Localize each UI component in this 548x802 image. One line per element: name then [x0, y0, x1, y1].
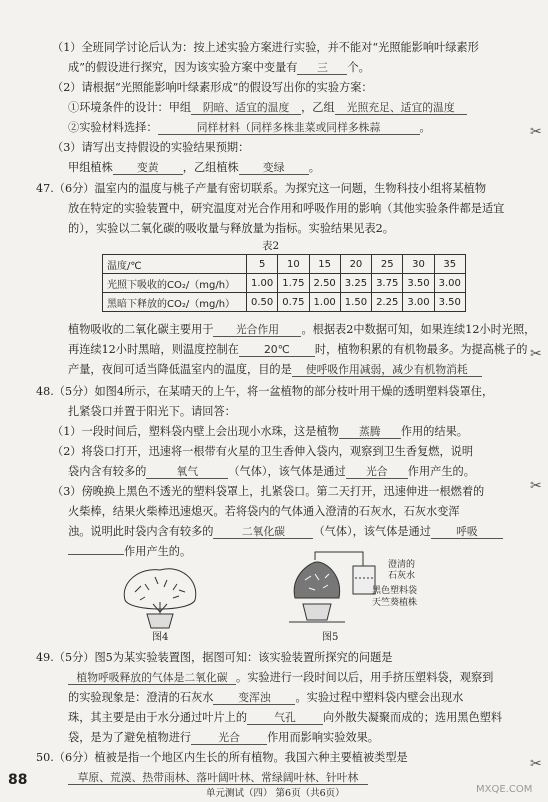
q48-part2-line2: 袋内含有较多的 氧气 （气体），该气体是通过 光合 作用产生的。 [68, 465, 475, 478]
page-number: 88 [8, 772, 28, 788]
table-header-cell: 35 [434, 255, 465, 274]
table-cell: 1.00 [309, 293, 340, 312]
answer-stomata: 气孔 [247, 711, 323, 725]
q46-part3-result: 甲组植株 变黄 ，乙组植株 变绿 。 [68, 161, 320, 174]
scissors-icon: ✂ [530, 346, 542, 362]
figure5-label-limewater2: 石灰水 [388, 571, 416, 581]
table-header-cell: 5 [247, 255, 278, 274]
q49-line5: 袋，是为了避免植物进行 光合 作用而影响实验效果。 [68, 731, 379, 744]
answer-temperature: 20℃ [239, 343, 315, 357]
answer-question: 植物呼吸释放的气体是二氧化碳 [68, 671, 236, 685]
figure5-label-bag: 黑色塑料袋 [372, 586, 418, 596]
figure5-caption: 图5 [322, 632, 339, 643]
answer-group-a-result: 变黄 [113, 161, 183, 175]
page-footer: 单元测试（四） 第6页（共6页） [206, 788, 345, 799]
table-cell: 1.50 [340, 293, 371, 312]
q46-part2-env: ①环境条件的设计：甲组 阴暗、适宜的温度 ，乙组 光照充足、适宜的温度 [68, 100, 467, 116]
answer-material: 同样材料（同样多株韭菜或同样多株蒜 [158, 121, 420, 135]
table-cell: 3.25 [340, 274, 371, 293]
table-cell: 1.75 [278, 274, 309, 293]
answer-group-b-result: 变绿 [239, 161, 309, 175]
answer-variables-count: 三 [297, 61, 347, 75]
q48-line1: 48.（5分）如图4所示，在某晴天的上午，将一盆植物的部分枝叶用干燥的透明塑料袋罩住， [36, 385, 494, 398]
table-header-cell: 20 [340, 255, 371, 274]
scissors-icon: ✂ [530, 124, 542, 140]
q46-part3-line: （3）请写出支持假设的实验结果预期： [52, 141, 250, 154]
table-header-row [103, 255, 466, 274]
answer-photosynthesis: 光合 [346, 465, 408, 479]
q50-line1: 50.（6分）植被是指一个地区内生长的所有植物。我国六种主要植被类型是 [36, 751, 408, 764]
answer-night-purpose: 使呼吸作用减弱，减少有机物消耗 [292, 363, 482, 377]
answer-vegetation-types: 草原、荒漠、热带雨林、落叶阔叶林、常绿阔叶林、针叶林 [68, 771, 368, 785]
q50-line2 [68, 770, 368, 786]
q49-line1: 49.（5分）图5为某实验装置图，据图可知：该实验装置所探究的问题是 [36, 651, 393, 664]
q46-part1-line1: （1）全班同学讨论后认为：按上述实验方案进行实验，并不能对“光照能影响叶绿素形 [52, 41, 479, 54]
q47-answer-line2: 再连续12小时黑暗，则温度控制在 20℃ 时，植物积累的有机物最多。为提高桃子的 [68, 343, 528, 356]
watermark-text: MXQE.COM [476, 784, 533, 795]
q46-part2-line: （2）请根据“光照能影响叶绿素形成”的假设写出你的实验方案： [52, 81, 373, 94]
answer-oxygen: 氧气 [146, 465, 228, 479]
q48-line2: 扎紧袋口并置于阳光下。请回答： [68, 405, 236, 418]
scissors-icon: ✂ [530, 756, 542, 772]
q49-line4: 珠，其主要是由于水分通过叶片上的 气孔 向外散失凝聚而成的；选用黑色塑料 [68, 711, 503, 724]
q49-line2: 植物呼吸释放的气体是二氧化碳 。实验进行一段时间以后，用手挤压塑料袋，观察到 [68, 670, 493, 686]
scissors-icon: ✂ [530, 478, 542, 494]
q46-part2-material: ②实验材料选择： 同样材料（同样多株韭菜或同样多株蒜 。 [68, 121, 431, 134]
table-header-cell: 温度/℃ [103, 255, 247, 274]
table-row [103, 274, 466, 293]
table-cell: 2.25 [372, 293, 403, 312]
table-header-cell: 10 [278, 255, 309, 274]
q48-part3-line1: （3）傍晚换上黑色不透光的塑料袋罩上，扎紧袋口。第二天打开，迅速伸进一根燃着的 [52, 485, 485, 498]
table-header-cell: 25 [372, 255, 403, 274]
table-cell: 1.00 [247, 274, 278, 293]
q48-part3-line2: 火柴棒，结果火柴棒迅速熄灭。若将袋内的气体通入澄清的石灰水，石灰水变浑 [68, 505, 460, 518]
table-cell: 3.50 [434, 293, 465, 312]
answer-group-a: 阴暗、适宜的温度 [191, 101, 301, 115]
q47-answer-line3: 产量，夜间可适当降低温室内的温度，目的是 使呼吸作用减弱，减少有机物消耗 [68, 362, 482, 378]
answer-turbid: 变浑浊 [213, 691, 295, 705]
q49-line3: 的实验现象是：澄清的石灰水 变浑浊 。实验过程中塑料袋内壁会出现水 [68, 691, 464, 704]
table-cell: 3.50 [403, 274, 434, 293]
figure4-caption: 图4 [152, 632, 169, 643]
q47-line2: 放在特定的实验装置中，研究温度对光合作用和呼吸作用的影响（其他实验条件都是适宜 [68, 202, 505, 215]
answer-co2: 二氧化碳 [213, 525, 313, 539]
table-cell: 2.50 [309, 274, 340, 293]
figure5-apparatus-illustration [285, 548, 385, 632]
answer-transpiration: 蒸腾 [339, 425, 401, 439]
q47-line1: 47.（6分）温室内的温度与桃子产量有密切联系。为探究这一问题，生物科技小组将某植物 [36, 182, 487, 195]
table-cell: 光照下吸收的CO₂/（mg/h） [103, 274, 247, 293]
table-cell: 0.50 [247, 293, 278, 312]
answer-co2-use: 光合作用 [213, 323, 301, 337]
co2-table [102, 254, 466, 312]
q48-part1: （1）一段时间后，塑料袋内壁上会出现小水珠，这是植物 蒸腾 作用的结果。 [52, 425, 468, 438]
figure4-plant-illustration [115, 562, 205, 632]
table-cell: 3.75 [372, 274, 403, 293]
q47-answer-line1: 植物吸收的二氧化碳主要用于 光合作用 。根据表2中数据可知，如果连续12小时光照， [68, 323, 536, 336]
figure5-label-limewater: 澄清的 [388, 560, 416, 570]
table-cell: 0.75 [278, 293, 309, 312]
table-cell: 3.00 [403, 293, 434, 312]
answer-respiration: 呼吸 [431, 525, 503, 539]
q48-part2-line1: （2）将袋口打开，迅速将一根带有火星的卫生香伸入袋内，观察到卫生香复燃，说明 [52, 445, 474, 458]
table-title: 表2 [262, 240, 280, 252]
table-cell: 黑暗下释放的CO₂/（mg/h） [103, 293, 247, 312]
table-row [103, 293, 466, 312]
table-cell: 3.00 [434, 274, 465, 293]
answer-group-b: 光照充足、适宜的温度 [335, 101, 467, 115]
answer-avoid-photosynthesis: 光合 [191, 731, 267, 745]
table-header-cell: 30 [403, 255, 434, 274]
q47-line3: 的），实验以二氧化碳的吸收量与释放量为指标。实验结果见表2。 [68, 222, 394, 235]
q48-part3-line4: 作用产生的。 [68, 544, 191, 560]
table-header-cell: 15 [309, 255, 340, 274]
q48-part3-line3: 浊。说明此时袋内含有较多的 二氧化碳 （气体），该气体是通过 呼吸 [68, 524, 503, 540]
q46-part1-line2: 成”的假设进行探究，因为该实验方案中变量有 三 个。 [68, 61, 370, 74]
figure5-label-plant: 天竺葵植株 [372, 598, 418, 608]
